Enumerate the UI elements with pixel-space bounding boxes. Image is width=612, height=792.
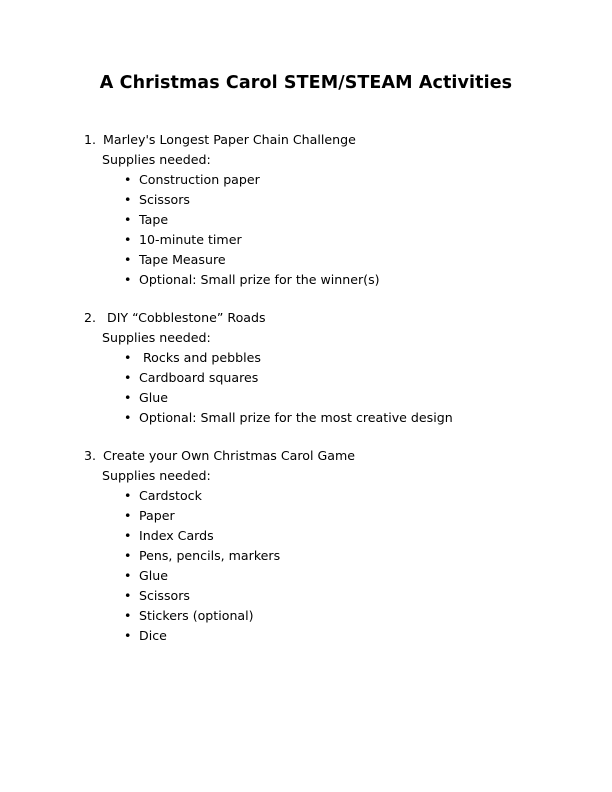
list-item-label: Tape Measure [139,252,226,267]
list-item [0,526,612,546]
list-item-label: Stickers (optional) [139,608,254,623]
bullet-icon: • [124,508,132,523]
bullet-icon: • [124,528,132,543]
list-item-label: Optional: Small prize for the most creative design [139,410,453,425]
bullet-icon: • [124,232,132,247]
list-item-label: Scissors [139,588,190,603]
list-item-label: Index Cards [139,528,214,543]
supplies-label-row-2 [0,328,612,348]
list-item [0,348,612,368]
list-number-3: 3. [84,448,97,463]
list-item-label: Tape [139,212,169,227]
bullet-icon: • [124,272,132,287]
list-item-label: Rocks and pebbles [143,350,261,365]
list-item [0,546,612,566]
bullet-icon: • [124,628,132,643]
list-item [0,210,612,230]
list-item-label: Dice [139,628,167,643]
list-item [0,270,612,290]
list-item-label: Glue [139,568,168,583]
activity-heading-row-1 [0,130,612,150]
page-title: A Christmas Carol STEM/STEAM Activities [99,73,513,93]
list-number-2: 2. [84,310,97,325]
list-item [0,506,612,526]
list-item-label: 10-minute timer [139,232,242,247]
list-item-label: Glue [139,390,168,405]
bullet-icon: • [124,212,132,227]
activity-section-3 [0,446,612,646]
list-item-label: Construction paper [139,172,260,187]
list-item [0,408,612,428]
list-item-label: Optional: Small prize for the winner(s) [139,272,380,287]
bullet-icon: • [124,350,132,365]
list-item [0,368,612,388]
bullet-icon: • [124,608,132,623]
list-item [0,190,612,210]
bullet-icon: • [124,172,132,187]
supplies-label-3: Supplies needed: [102,468,211,483]
supplies-list-2 [0,348,612,428]
list-item [0,388,612,408]
list-item-label: Cardboard squares [139,370,259,385]
activity-section-1 [0,130,612,290]
activity-section-2 [0,308,612,428]
list-item [0,486,612,506]
list-item-label: Cardstock [139,488,202,503]
activity-heading-row-3 [0,446,612,466]
list-item [0,230,612,250]
supplies-label-row-3 [0,466,612,486]
bullet-icon: • [124,390,132,405]
list-number-1: 1. [84,132,97,147]
supplies-label-row-1 [0,150,612,170]
activity-heading-row-2 [0,308,612,328]
list-item [0,566,612,586]
activity-title-3: Create your Own Christmas Carol Game [103,448,355,463]
supplies-label-1: Supplies needed: [102,152,211,167]
supplies-label-2: Supplies needed: [102,330,211,345]
bullet-icon: • [124,252,132,267]
list-item [0,170,612,190]
document-body [0,130,612,646]
list-item [0,250,612,270]
bullet-icon: • [124,370,132,385]
supplies-list-1 [0,170,612,290]
supplies-list-3 [0,486,612,646]
list-item [0,586,612,606]
list-item-label: Scissors [139,192,190,207]
bullet-icon: • [124,488,132,503]
bullet-icon: • [124,568,132,583]
bullet-icon: • [124,548,132,563]
bullet-icon: • [124,192,132,207]
activity-title-2: DIY “Cobblestone” Roads [107,310,266,325]
bullet-icon: • [124,588,132,603]
list-item [0,626,612,646]
activity-title-1: Marley's Longest Paper Chain Challenge [103,132,356,147]
list-item [0,606,612,626]
list-item-label: Paper [139,508,175,523]
list-item-label: Pens, pencils, markers [139,548,281,563]
bullet-icon: • [124,410,132,425]
